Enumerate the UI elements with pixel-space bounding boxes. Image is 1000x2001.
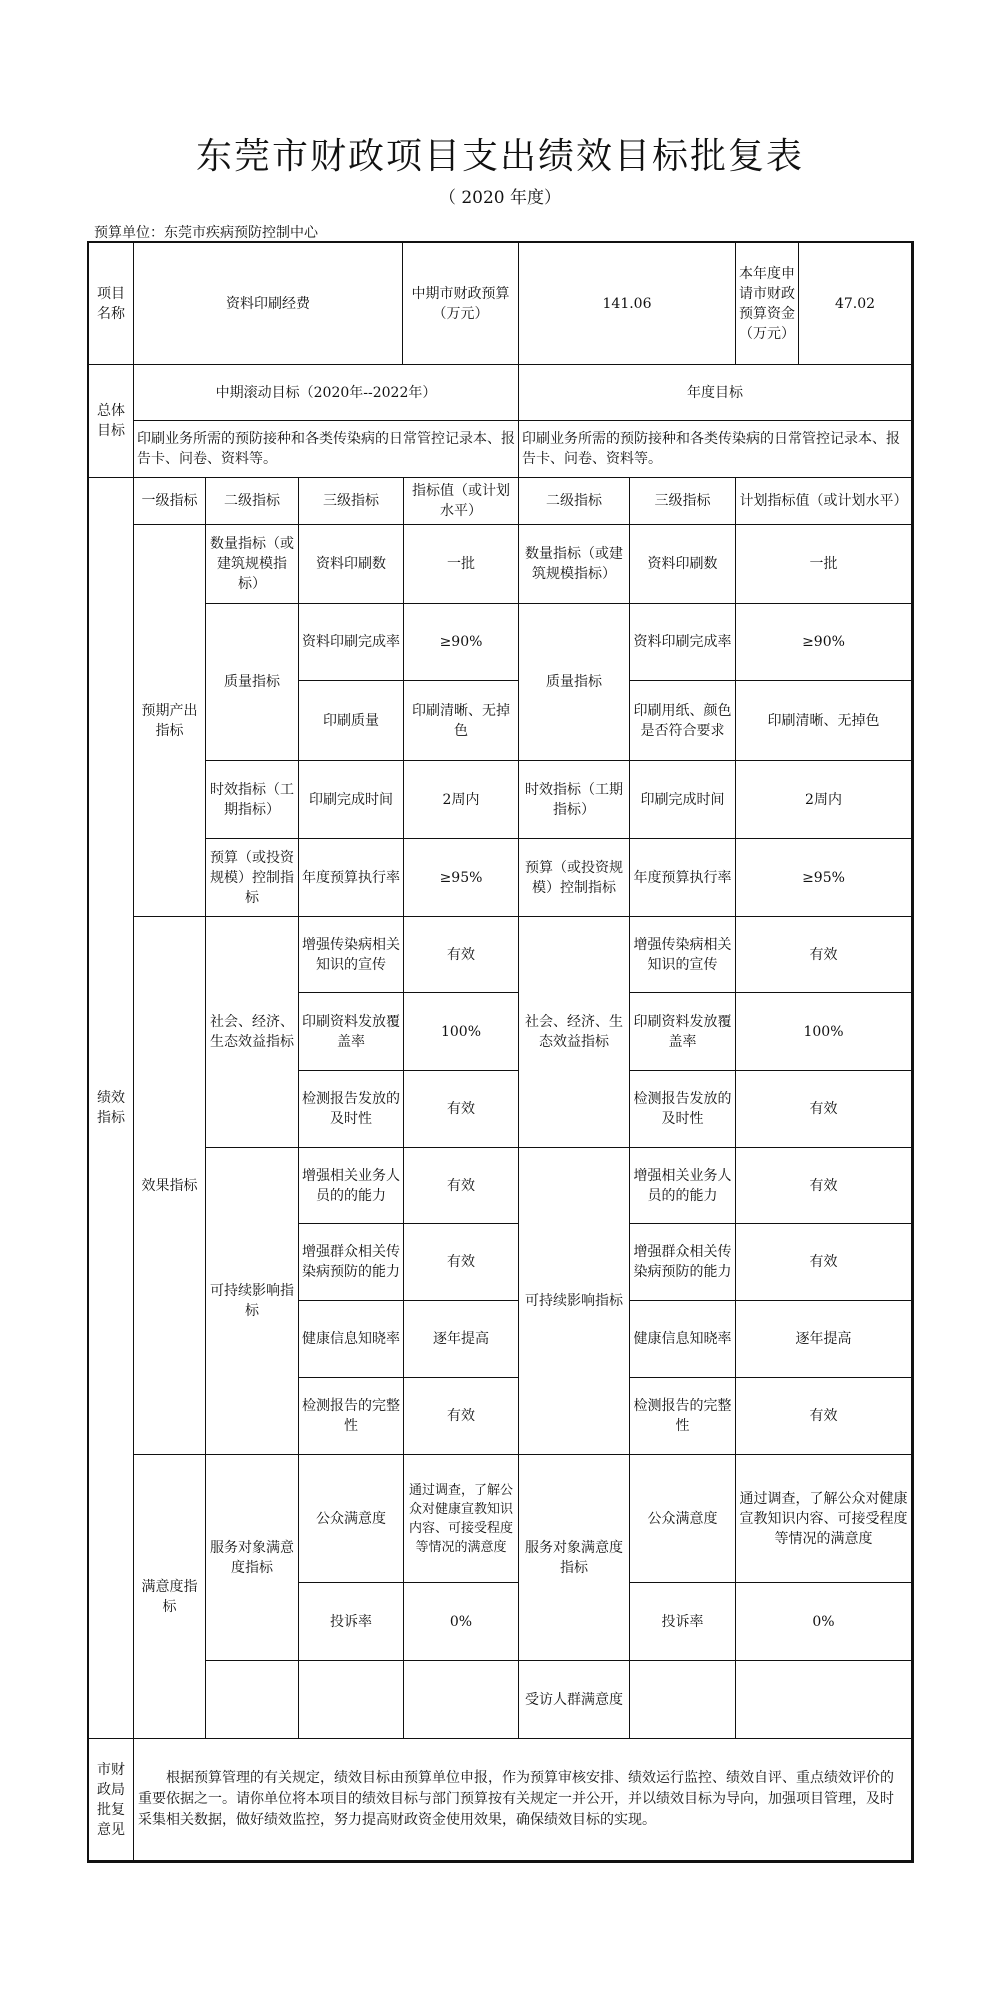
project-name: 资料印刷经费 [133, 242, 403, 365]
annual-value-cell: 印刷清晰、无掉色 [735, 680, 912, 761]
annual-value-cell: 一批 [735, 524, 912, 604]
annual-level3-cell: 公众满意度 [629, 1454, 736, 1583]
annual-level2-social: 社会、经济、生态效益指标 [518, 916, 630, 1148]
level1-effect: 效果指标 [133, 916, 206, 1455]
performance-indicator-label: 绩效指标 [88, 477, 134, 1739]
level2-quality: 质量指标 [205, 603, 299, 761]
budget-unit: 预算单位：东莞市疾病预防控制中心 [94, 225, 318, 241]
annual-level3-cell: 印刷完成时间 [629, 760, 736, 839]
level2-budget: 预算（或投资规模）控制指标 [205, 838, 299, 917]
annual-value-cell: 100% [735, 992, 912, 1071]
annual-value-cell: 2周内 [735, 760, 912, 839]
approval-label: 市财政局批复意见 [88, 1738, 134, 1861]
annual-level3-cell: 检测报告的完整性 [629, 1377, 736, 1455]
level2-timeliness: 时效指标（工期指标） [205, 760, 299, 839]
header-annual-level3: 三级指标 [629, 477, 736, 525]
level3-cell: 增强传染病相关知识的宣传 [298, 916, 404, 993]
level3-cell: 检测报告发放的及时性 [298, 1070, 404, 1148]
annual-request-label: 本年度申请市财政预算资金（万元） [735, 242, 799, 365]
annual-level3-cell: 印刷资料发放覆盖率 [629, 992, 736, 1071]
annual-level3-cell: 资料印刷完成率 [629, 603, 736, 681]
annual-level2-timeliness: 时效指标（工期指标） [518, 760, 630, 839]
level2-social: 社会、经济、生态效益指标 [205, 916, 299, 1148]
annual-level3-cell: 印刷用纸、颜色是否符合要求 [629, 680, 736, 761]
overall-goal-label: 总体目标 [88, 364, 134, 478]
value-cell: 逐年提高 [403, 1300, 519, 1378]
value-cell: 有效 [403, 1147, 519, 1224]
header-value: 指标值（或计划水平） [403, 477, 519, 525]
level1-satisfaction: 满意度指标 [133, 1454, 206, 1739]
annual-value-cell: 有效 [735, 1377, 912, 1455]
midterm-goal-header: 中期滚动目标（2020年--2022年） [133, 364, 519, 421]
annual-value-cell: 通过调查，了解公众对健康宣教知识内容、可接受程度等情况的满意度 [735, 1454, 912, 1583]
annual-level3-cell: 投诉率 [629, 1582, 736, 1661]
annual-value-empty [735, 1660, 912, 1739]
annual-value-cell: ≥90% [735, 603, 912, 681]
annual-level2-quantity: 数量指标（或建筑规模指标） [518, 524, 630, 604]
level3-cell: 年度预算执行率 [298, 838, 404, 917]
fiscal-year: （ 2020 年度） [438, 188, 562, 208]
value-cell: 有效 [403, 1377, 519, 1455]
header-annual-level2: 二级指标 [518, 477, 630, 525]
annual-level3-cell: 增强相关业务人员的的能力 [629, 1147, 736, 1224]
value-cell: ≥95% [403, 838, 519, 917]
page-title: 东莞市财政项目支出绩效目标批复表 [195, 136, 804, 177]
annual-value-cell: 逐年提高 [735, 1300, 912, 1378]
annual-level3-cell: 年度预算执行率 [629, 838, 736, 917]
annual-value-cell: 有效 [735, 1223, 912, 1301]
header-planned-value: 计划指标值（或计划水平） [735, 477, 912, 525]
level3-empty [298, 1660, 404, 1739]
midterm-goal-text: 印刷业务所需的预防接种和各类传染病的日常管控记录本、报告卡、问卷、资料等。 [133, 420, 519, 478]
annual-level3-cell: 资料印刷数 [629, 524, 736, 604]
annual-level2-budget: 预算（或投资规模）控制指标 [518, 838, 630, 917]
annual-goal-header: 年度目标 [518, 364, 912, 421]
level3-cell: 增强相关业务人员的的能力 [298, 1147, 404, 1224]
annual-goal-text: 印刷业务所需的预防接种和各类传染病的日常管控记录本、报告卡、问卷、资料等。 [518, 420, 912, 478]
annual-level2-service: 服务对象满意度指标 [518, 1454, 630, 1661]
level2-sustain: 可持续影响指标 [205, 1147, 299, 1455]
level3-cell: 健康信息知晓率 [298, 1300, 404, 1378]
annual-request-value: 47.02 [798, 242, 912, 365]
project-name-label: 项目名称 [88, 242, 134, 365]
annual-level2-visited: 受访人群满意度 [518, 1660, 630, 1739]
value-cell: 有效 [403, 1223, 519, 1301]
level3-cell: 资料印刷数 [298, 524, 404, 604]
annual-level3-cell: 增强传染病相关知识的宣传 [629, 916, 736, 993]
level3-cell: 印刷完成时间 [298, 760, 404, 839]
value-cell: 有效 [403, 916, 519, 993]
level3-cell: 印刷质量 [298, 680, 404, 761]
value-cell: 通过调查，了解公众对健康宣教知识内容、可接受程度等情况的满意度 [403, 1454, 519, 1583]
annual-level3-cell: 增强群众相关传染病预防的能力 [629, 1223, 736, 1301]
annual-value-cell: 有效 [735, 916, 912, 993]
midterm-budget-value: 141.06 [518, 242, 736, 365]
annual-level3-cell: 检测报告发放的及时性 [629, 1070, 736, 1148]
value-cell: 印刷清晰、无掉色 [403, 680, 519, 761]
value-cell: 100% [403, 992, 519, 1071]
annual-level3-cell: 健康信息知晓率 [629, 1300, 736, 1378]
level1-output: 预期产出指标 [133, 524, 206, 917]
level3-cell: 印刷资料发放覆盖率 [298, 992, 404, 1071]
value-cell: 0% [403, 1582, 519, 1661]
value-cell: ≥90% [403, 603, 519, 681]
value-cell: 有效 [403, 1070, 519, 1148]
annual-level2-sustain: 可持续影响指标 [518, 1147, 630, 1455]
level2-empty [205, 1660, 299, 1739]
level3-cell: 公众满意度 [298, 1454, 404, 1583]
midterm-budget-label: 中期市财政预算（万元） [402, 242, 519, 365]
header-level1: 一级指标 [133, 477, 206, 525]
annual-level3-empty [629, 1660, 736, 1739]
value-empty [403, 1660, 519, 1739]
level3-cell: 资料印刷完成率 [298, 603, 404, 681]
approval-text: 根据预算管理的有关规定，绩效目标由预算单位申报，作为预算审核安排、绩效运行监控、绩效自评、重点绩效评价的重要依据之一。请你单位将本项目的绩效目标与部门预算按有关规定一并公开，并以绩效目标为导向，加强项目管理，及时采集相关数据，做好绩效监控，努力提高财政资金使用效果，确保绩效目标的实现。 [133, 1738, 912, 1861]
annual-value-cell: 有效 [735, 1147, 912, 1224]
header-level3: 三级指标 [298, 477, 404, 525]
annual-value-cell: 0% [735, 1582, 912, 1661]
value-cell: 2周内 [403, 760, 519, 839]
level3-cell: 增强群众相关传染病预防的能力 [298, 1223, 404, 1301]
header-level2: 二级指标 [205, 477, 299, 525]
annual-level2-quality: 质量指标 [518, 603, 630, 761]
value-cell: 一批 [403, 524, 519, 604]
level3-cell: 检测报告的完整性 [298, 1377, 404, 1455]
level2-service: 服务对象满意度指标 [205, 1454, 299, 1661]
annual-value-cell: ≥95% [735, 838, 912, 917]
level2-quantity: 数量指标（或建筑规模指标） [205, 524, 299, 604]
annual-value-cell: 有效 [735, 1070, 912, 1148]
level3-cell: 投诉率 [298, 1582, 404, 1661]
